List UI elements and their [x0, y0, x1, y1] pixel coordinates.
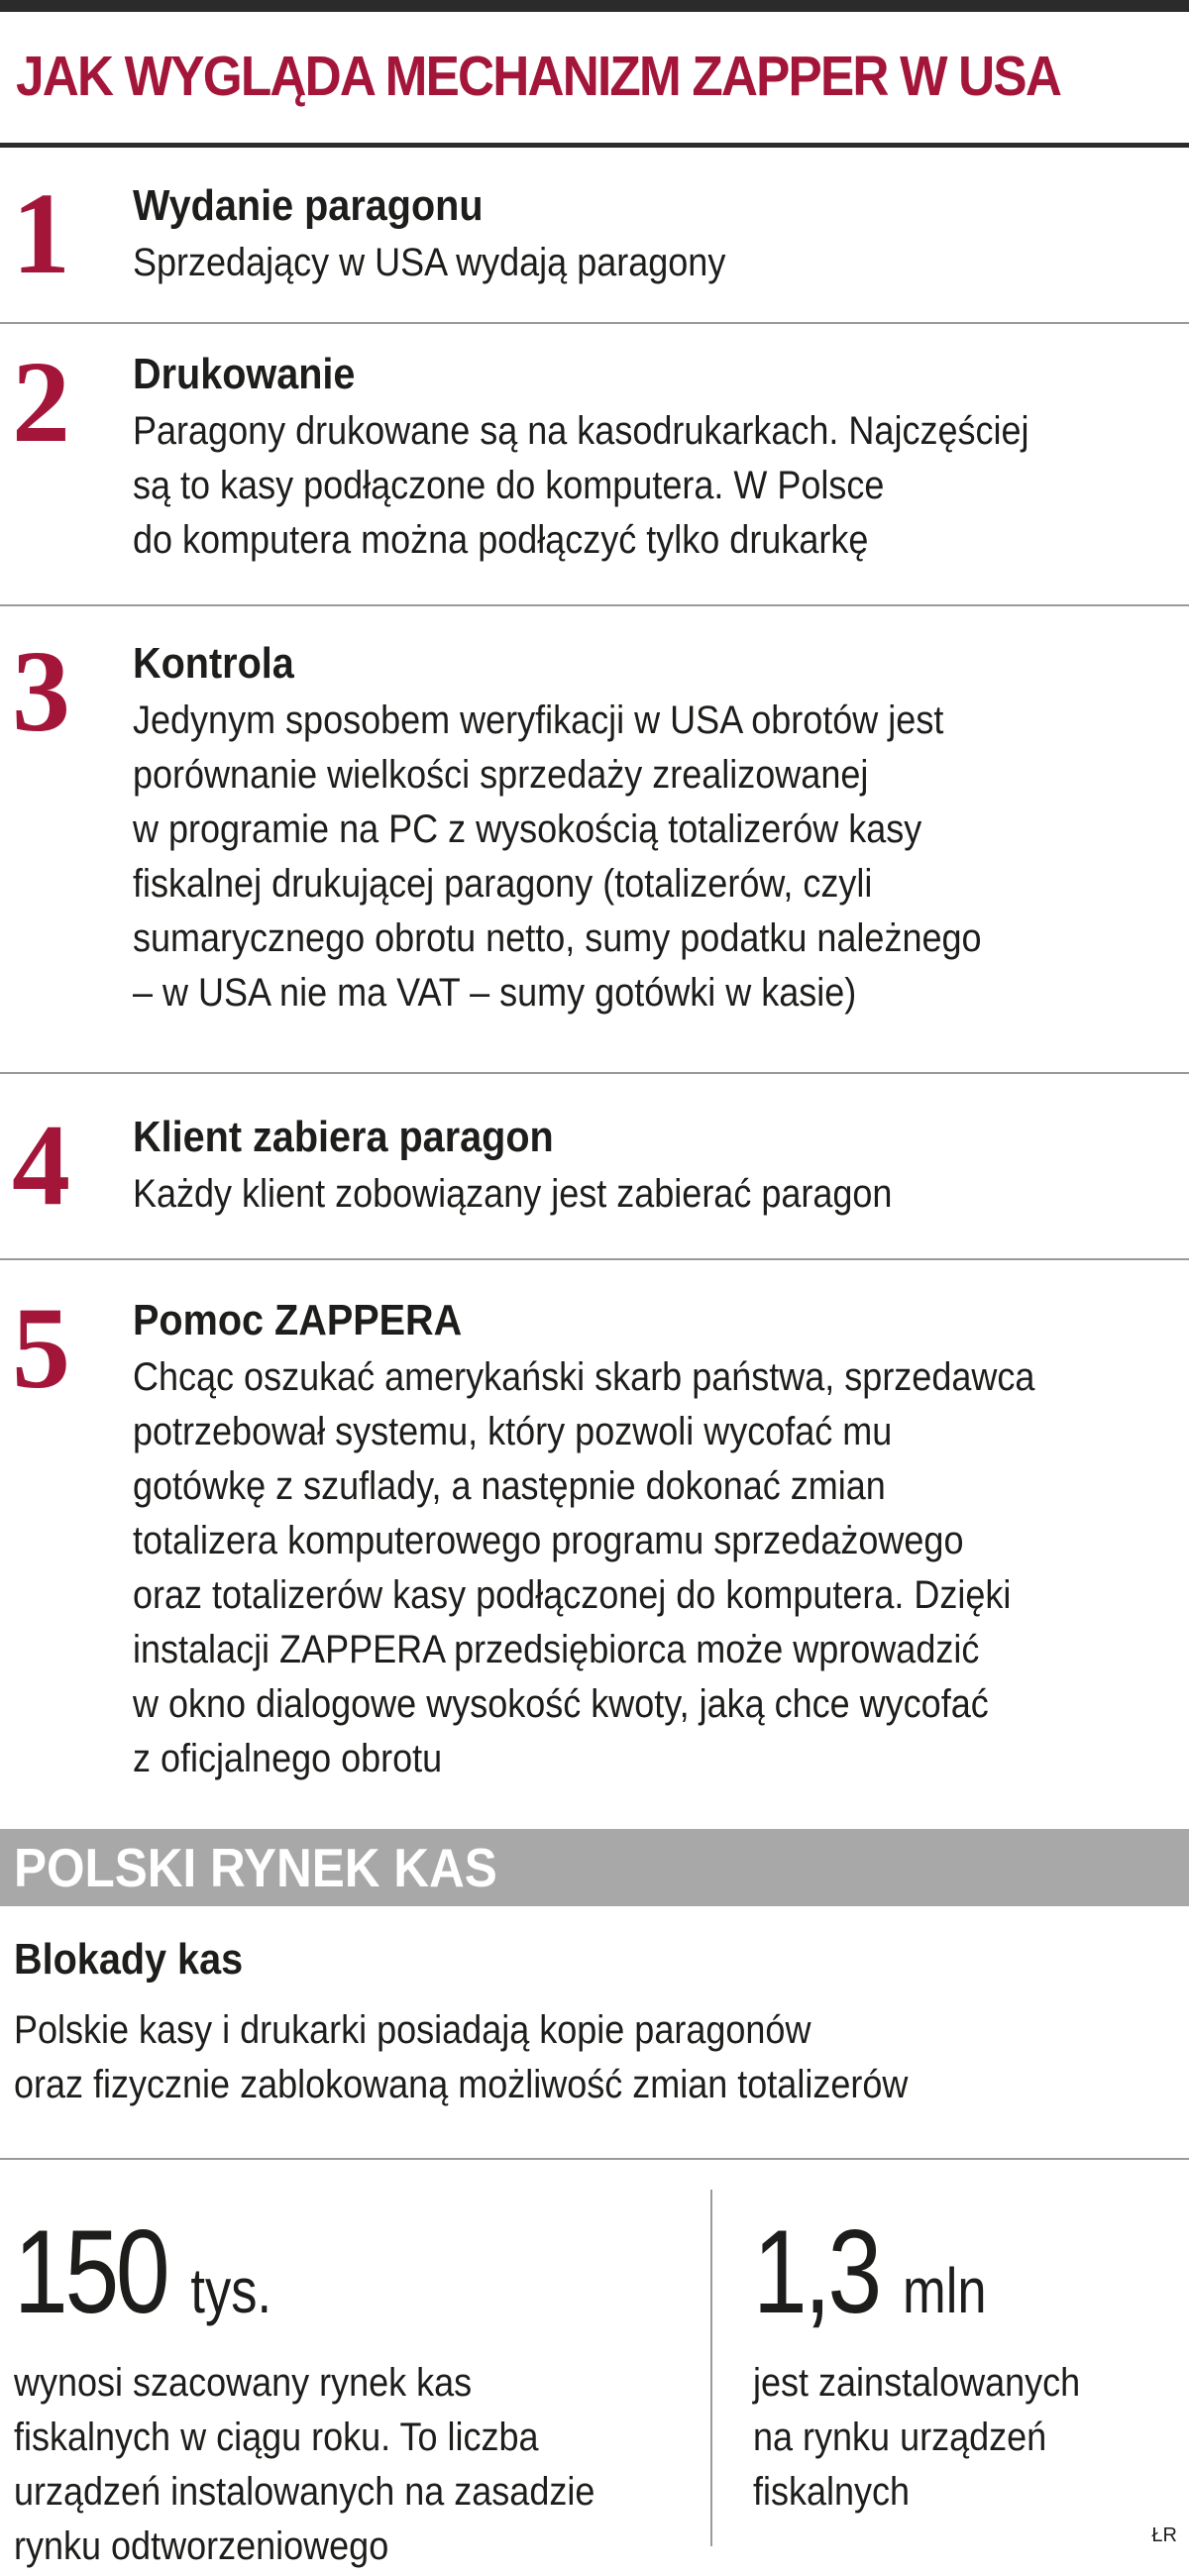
author-credit: ŁR [1151, 2524, 1177, 2546]
step-text: Jedynym sposobem weryfikacji w USA obrotów jest porównanie wielkości sprzedaży zrealizowanej w programie na PC z wysokością totalizerów kasy fiskalnej drukującej paragony (totalizerów, czyli sumarycznego obrotu netto, sumy podatku należnego – w USA nie ma VAT – sumy gotówki w kasie) [133, 698, 982, 1015]
step-title: Klient zabiera paragon [133, 1113, 554, 1161]
step-number: 3 [12, 626, 70, 756]
step-number: 1 [12, 168, 70, 298]
subsection-text: Polskie kasy i drukarki posiadają kopie paragonów oraz fizycznie zablokowaną możliwość zmian totalizerów [14, 2008, 909, 2106]
stat-description: jest zainstalowanych na rynku urządzeń fiskalnych [753, 2361, 1081, 2514]
stat-divider [710, 2190, 712, 2546]
stat-unit: mln [903, 2255, 987, 2326]
stat-description: wynosi szacowany rynek kas fiskalnych w ciągu roku. To liczba urządzeń instalowanych na zasadzie rynku odtworzeniowego [14, 2361, 595, 2568]
subsection-title: Blokady kas [14, 1935, 244, 1984]
divider [0, 2158, 1189, 2160]
stat-number: 1,3 [753, 2205, 879, 2338]
step-title: Wydanie paragonu [133, 181, 484, 230]
stat-value [753, 2207, 987, 2355]
divider [0, 322, 1189, 324]
step-text: Chcąc oszukać amerykański skarb państwa, sprzedawca potrzebował systemu, który pozwoli wycofać mu gotówkę z szuflady, a następnie dokonać zmian totalizera komputerowego programu sprzedażowego oraz totalizerów kasy podłączonej do komputera. Dzięki instalacji ZAPPERA przedsiębiorca może wprowadzić w okno dialogowe wysokość kwoty, jaką chce wycofać z oficjalnego obrotu [133, 1355, 1035, 1780]
stat-number: 150 [14, 2205, 167, 2338]
step-title: Pomoc ZAPPERA [133, 1296, 463, 1344]
section-heading: POLSKI RYNEK KAS [14, 1837, 497, 1898]
step-text: Każdy klient zobowiązany jest zabierać paragon [133, 1172, 893, 1216]
section-header [0, 1829, 1189, 1906]
title-rule [0, 143, 1189, 148]
step-number: 5 [12, 1283, 70, 1413]
step-title: Drukowanie [133, 350, 356, 398]
step-number: 2 [12, 337, 70, 467]
top-rule [0, 0, 1189, 12]
page-title: JAK WYGLĄDA MECHANIZM ZAPPER W USA [16, 45, 1061, 108]
step-title: Kontrola [133, 639, 294, 688]
step-text: Sprzedający w USA wydają paragony [133, 241, 726, 284]
divider [0, 1072, 1189, 1074]
stat-value [14, 2207, 271, 2355]
step-text: Paragony drukowane są na kasodrukarkach. Najczęściej są to kasy podłączone do komputera. W Polsce do komputera można podłączyć tylko drukarkę [133, 409, 1029, 562]
stat-unit: tys. [190, 2255, 272, 2326]
step-number: 4 [12, 1100, 70, 1230]
divider [0, 1258, 1189, 1260]
divider [0, 604, 1189, 606]
